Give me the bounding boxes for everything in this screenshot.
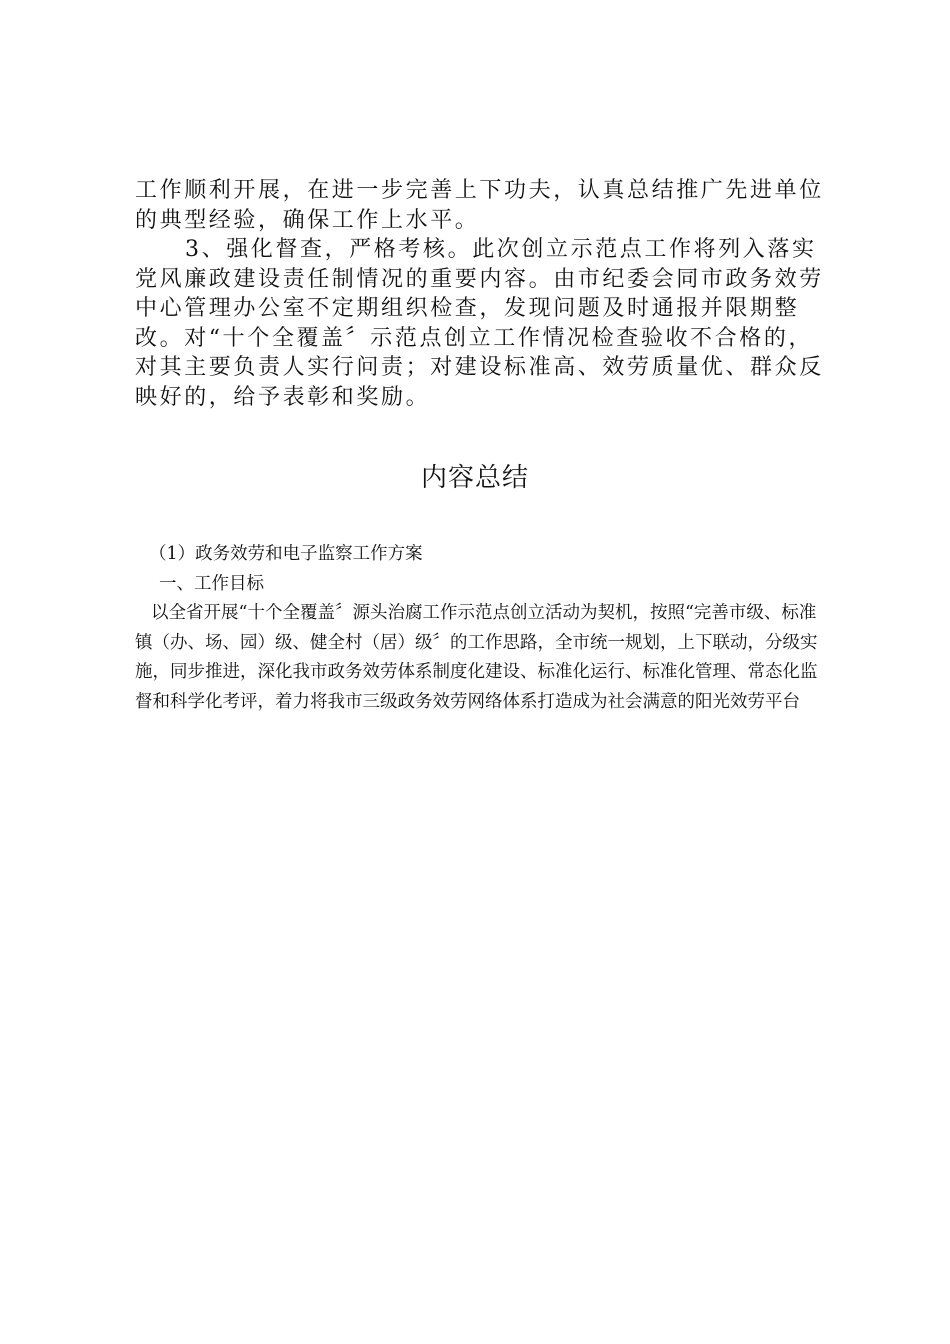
summary-title: 内容总结 (420, 463, 529, 493)
summary-sub-heading: 一、工作目标 (159, 573, 264, 594)
main-text-block (135, 176, 835, 412)
summary-item-heading: （1）政务效劳和电子监察工作方案 (149, 544, 423, 564)
paragraph-continuation: 工作顺利开展，在进一步完善上下功夫，认真总结推广先进单位的典型经验，确保工作上水平。 (135, 178, 824, 233)
summary-block (135, 540, 825, 717)
summary-body: 以全省开展“十个全覆盖〞源头治腐工作示范点创立活动为契机，按照“完善市级、标准镇（办、场、园）级、健全村（居）级〞的工作思路，全市统一规划，上下联动，分级实施，同步推进，深化我市政务效劳体系制度化建设、标准化运行、标准化管理、常态化监督和科学化考评，着力将我市三级政务效劳网络体系打造成为社会满意的阳光效劳平台 (135, 603, 818, 712)
paragraph-supervision: 3、强化督查，严格考核。此次创立示范点工作将列入落实党风廉政建设责任制情况的重要内容。由市纪委会同市政务效劳中心管理办公室不定期组织检查，发现问题及时通报并限期整改。对“十个全覆盖〞示范点创立工作情况检查验收不合格的，对其主要负责人实行问责；对建设标准高、效劳质量优、群众反映好的，给予表彰和奖励。 (135, 237, 824, 410)
